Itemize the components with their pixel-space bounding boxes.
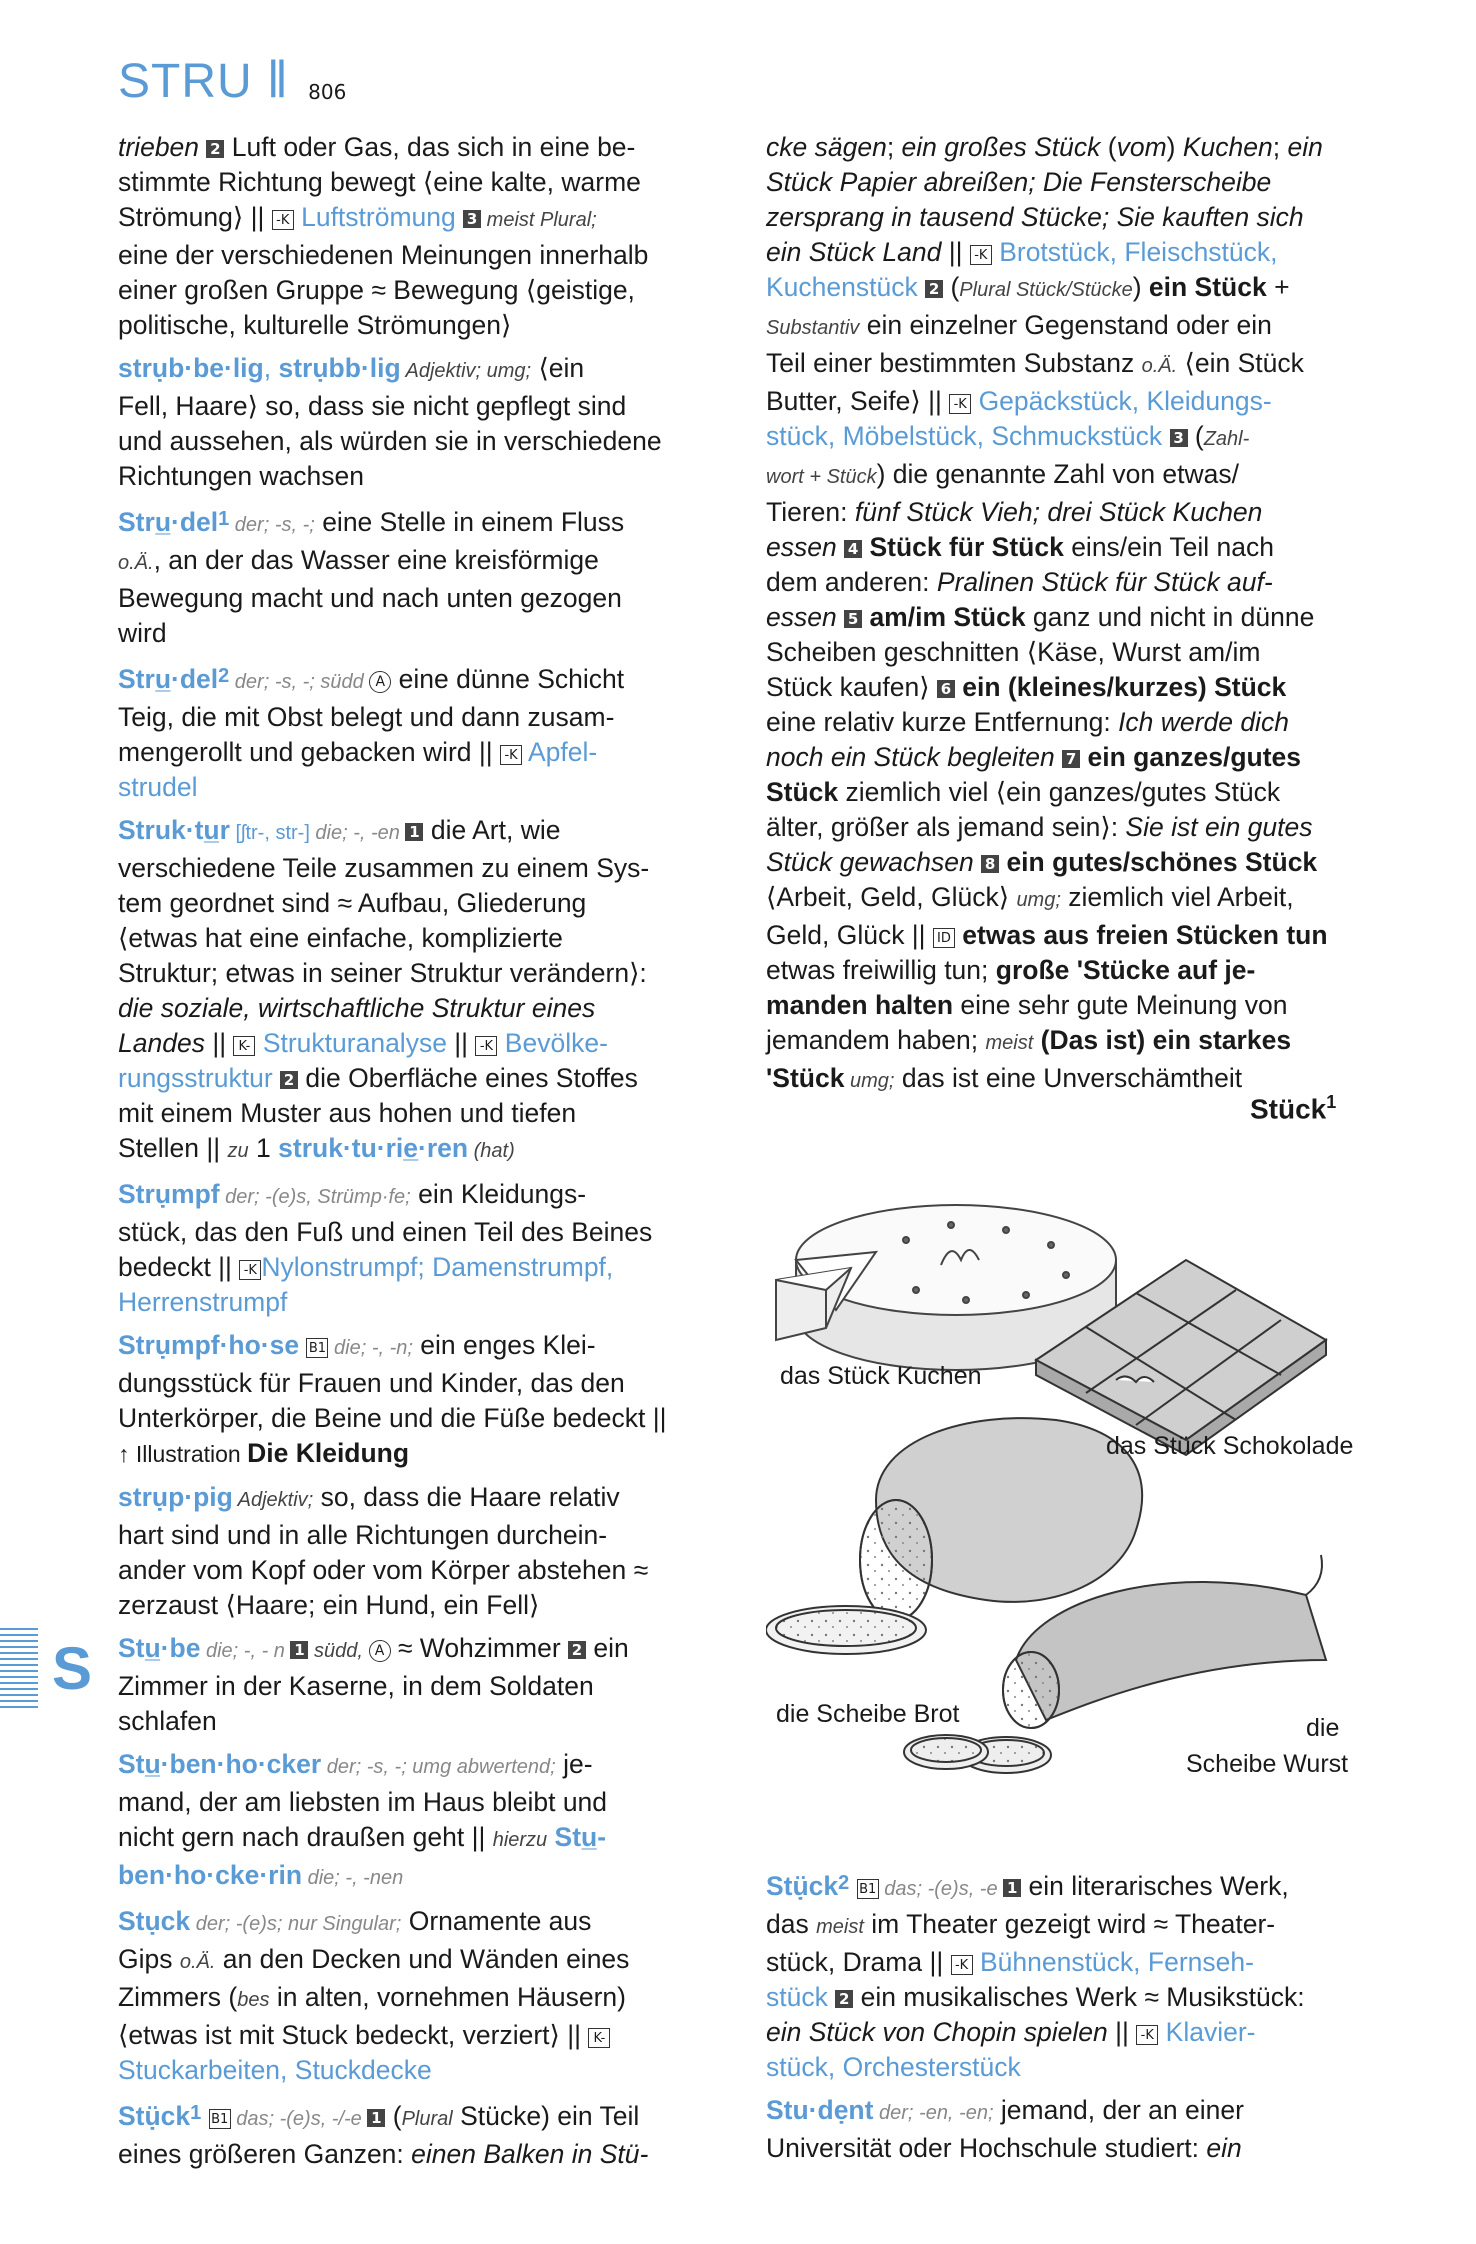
compound-suffix-icon: -K bbox=[970, 245, 992, 265]
sense-number: 4 bbox=[844, 540, 862, 558]
entry-stroemung-cont: trieben 2 Luft oder Gas, das sich in eine be- stimmte Richtung bewegt ⟨eine kalte, warme Strömung⟩ || -K Luftströmung 3 meist Plural; eine der verschiedenen Meinungen innerhalb einer großen Gruppe ≈ Bewegung ⟨geistige, politische, kulturelle Strömungen⟩ bbox=[118, 132, 649, 340]
compound-link: Nylonstrumpf; Damenstrumpf, bbox=[261, 1252, 614, 1282]
entry-strubbelig: strụb·be·lig, strụbb·lig Adjektiv; umg; ⟨ein Fell, Haare⟩ so, dass sie nicht gepflegt sind und aussehen, als würden sie in verschiedene Richtungen wachsen bbox=[118, 353, 662, 491]
compound-suffix-icon: -K bbox=[272, 210, 294, 230]
sense-number: 2 bbox=[925, 280, 943, 298]
compound-link: Bühnenstück, Fernseh- bbox=[972, 1947, 1254, 1977]
entry-headword: Stu·dẹnt bbox=[766, 2095, 874, 2125]
left-column bbox=[118, 130, 718, 2180]
entry-strumpf: Strụmpf der; -(e)s, Strümp·fe; ein Kleidungs- stück, das den Fuß und einen Teil des Beines bedeckt || -K Nylonstrumpf; Damenstrumpf, Herrenstrumpf bbox=[118, 1179, 653, 1317]
derived-headword: Stu̲- bbox=[547, 1822, 607, 1852]
compound-link: Brotstück, Fleischstück, bbox=[991, 237, 1278, 267]
entry-headword: Stru̲·del bbox=[118, 507, 219, 537]
entry-headword-variant: strụbb·lig bbox=[278, 353, 401, 383]
sense-number: 3 bbox=[1170, 429, 1188, 447]
sense-number: 5 bbox=[844, 610, 862, 628]
entry-strudel-1: Stru̲·del$^1$ der; -s, -; eine Stelle in einem Fluss o.Ä., an der das Wasser eine kreisförmige Bewegung macht und nach unten gezogen wird bbox=[118, 507, 625, 648]
right-column bbox=[766, 130, 1366, 1107]
compound-link: Apfel- bbox=[522, 737, 598, 767]
entry-headword: Strụmpf bbox=[118, 1179, 220, 1209]
entry-headword: Stru̲·del bbox=[118, 664, 219, 694]
entry-stuck: Stụck der; -(e)s; nur Singular; Ornamente aus Gips o.Ä. an den Decken und Wänden eines Zimmers (bes in alten, vornehmen Häusern) ⟨etwas ist mit Stuck bedeckt, verziert⟩ || K- Stuckarbeiten, Stuckdecke bbox=[118, 1904, 718, 2088]
entry-headword: strụb·be·lig bbox=[118, 353, 264, 383]
thumb-index-letter: S bbox=[52, 1635, 93, 1702]
caption-brot: die Scheibe Brot bbox=[776, 1700, 960, 1728]
compound-suffix-icon: -K bbox=[500, 745, 522, 765]
sense-number: 1 bbox=[367, 2109, 385, 2127]
level-badge: B1 bbox=[209, 2109, 231, 2129]
sense-number: 2 bbox=[280, 1071, 298, 1089]
cross-reference: struk·tu·rie̲·ren bbox=[278, 1133, 469, 1163]
entry-struktur: Struk·tu̲r [ʃtr-, str-] die; -, -en 1 die Art, wie verschiedene Teile zusammen zu einem Sys- tem geordnet sind ≈ Aufbau, Gliederung ⟨etwas hat eine einfache, komplizierte Struktur; etwas in seiner Struktur verändern⟩: die soziale, wirtschaftliche Struktur eines Landes || K- Strukturanalyse || -K Bevölke- rungsstruktur 2 die Oberfläche eines Stoffes mit einem Muster aus hohen und tiefen Stellen || zu 1 struk·tu·rie̲·ren (hat) bbox=[118, 815, 650, 1163]
compound-link: Klavier- bbox=[1158, 2017, 1256, 2047]
entry-headword: strụp·pig bbox=[118, 1482, 233, 1512]
entry-stueck-2: $Stụ̈ck^2$ B1 das; -(e)s, -e 1 ein literarisches Werk, das meist im Theater gezeigt wird ≈ Theater- stück, Drama || -K Bühnenstück, Fernseh- stück 2 ein musikalisches Werk ≈ Musikstück: ein Stück von Chopin spielen || -K Klavier- stück, Orchesterstück bbox=[766, 1871, 1305, 2082]
compound-prefix-icon: K- bbox=[233, 1036, 255, 1056]
compound-link: Gepäckstück, Kleidungs- bbox=[971, 386, 1272, 416]
sense-number: 2 bbox=[568, 1641, 586, 1659]
compound-link: Stuckarbeiten, Stuckdecke bbox=[118, 2055, 432, 2085]
entry-headword: Strụmpf·ho·se bbox=[118, 1330, 300, 1360]
illustration-stueck bbox=[766, 1140, 1376, 1780]
illustration-title: Stück$^1$ bbox=[1250, 1092, 1337, 1125]
entry-stube: Stu̲·be die; -, - n 1 südd, A ≈ Wohzimmer 2 ein Zimmer in der Kaserne, in dem Soldaten schlafen bbox=[118, 1633, 629, 1736]
compound-suffix-icon: -K bbox=[949, 394, 971, 414]
sense-number: 2 bbox=[206, 140, 224, 158]
entry-student: Stu·dẹnt der; -en, -en; jemand, der an einer Universität oder Hochschule studiert: ein bbox=[766, 2095, 1244, 2163]
entry-headword: Stụ̈ck bbox=[118, 2101, 191, 2131]
compound-link: Bevölke- bbox=[497, 1028, 608, 1058]
idiom-icon: ID bbox=[933, 928, 955, 948]
entry-headword: Struk·tu̲r bbox=[118, 815, 230, 845]
sense-number: 7 bbox=[1062, 750, 1080, 768]
caption-wurst-1: die bbox=[1306, 1714, 1340, 1742]
sense-number: 3 bbox=[463, 210, 481, 228]
running-headword: STRU bbox=[118, 55, 253, 108]
sense-number: 1 bbox=[1003, 1879, 1021, 1897]
sense-number: 1 bbox=[405, 823, 423, 841]
thumb-index-tab bbox=[0, 1628, 38, 1710]
level-badge: B1 bbox=[306, 1338, 328, 1358]
header-separator: ‖ bbox=[266, 51, 289, 109]
sense-number: 8 bbox=[981, 855, 999, 873]
caption-wurst-2: Scheibe Wurst bbox=[1186, 1750, 1349, 1778]
austria-icon: A bbox=[369, 1640, 391, 1662]
austria-icon: A bbox=[369, 671, 391, 693]
compound-prefix-icon: K- bbox=[588, 2028, 610, 2048]
compound-suffix-icon: -K bbox=[1136, 2025, 1158, 2045]
right-column-bottom bbox=[766, 1866, 1366, 2174]
caption-kuchen: das Stück Kuchen bbox=[780, 1362, 982, 1390]
compound-suffix-icon: -K bbox=[951, 1955, 973, 1975]
entry-stueck-1-cont: cke sägen; ein großes Stück (vom) Kuchen; ein Stück Papier abreißen; Die Fensterscheibe zersprang in tausend Stücke; Sie kauften sich ein Stück Land || -K Brotstück, Fleischstück, Kuchenstück 2 (Plural Stück/Stücke) ein Stück + Substantiv ein einzelner Gegenstand oder ein Teil einer bestimmten Substanz o.Ä. ⟨ein Stück Butter, Seife⟩ || -K Gepäckstück, Kleidungs- stück, Möbelstück, Schmuckstück 3 (Zahl- wort + Stück) die genannte Zahl von etwas/ Tieren: fünf Stück Vieh; drei Stück Kuchen essen 4 Stück für Stück eins/ein Teil nach dem anderen: Pralinen Stück für Stück auf- essen 5 am/im Stück ganz und nicht in dünne Scheiben geschnitten ⟨Käse, Wurst am/im Stück kaufen⟩ 6 ein (kleines/kurzes) Stück eine relativ kurze Entfernung: Ich werde dich noch ein Stück begleiten 7 ein ganzes/gutes Stück ziemlich viel ⟨ein ganzes/gutes Stück älter, größer als jemand sein⟩: Sie ist ein gutes Stück gewachsen 8 ein gutes/schönes Stück ⟨Arbeit, Geld, Glück⟩ umg; ziemlich viel Arbeit, Geld, Glück || ID etwas aus freien Stücken tun etwas freiwillig tun; große 'Stücke auf je- manden halten eine sehr gute Meinung von jemandem haben; meist (Das ist) ein starkes 'Stück umg; das ist eine Unverschämtheit bbox=[766, 132, 1328, 1093]
pronunciation: [ʃtr-, str-] bbox=[229, 822, 310, 844]
compound-suffix-icon: -K bbox=[475, 1036, 497, 1056]
illustration-reference: Die Kleidung bbox=[247, 1438, 410, 1468]
compound-suffix-icon: -K bbox=[239, 1260, 261, 1280]
compound-link: Strukturanalyse bbox=[255, 1028, 447, 1058]
page-header bbox=[118, 46, 347, 109]
entry-headword: Stu̲·ben·ho·cker bbox=[118, 1749, 322, 1779]
entry-strudel-2: Stru̲·del$^2$ der; -s, -; südd A eine dünne Schicht Teig, die mit Obst belegt und dann zusam- mengerollt und gebacken wird || -K Apfel- strudel bbox=[118, 664, 625, 802]
caption-schokolade: das Stück Schokolade bbox=[1106, 1432, 1354, 1460]
entry-headword: Stu̲·be bbox=[118, 1633, 201, 1663]
entry-headword: Stụ̈ck bbox=[766, 1871, 839, 1901]
entry-headword: Stụck bbox=[118, 1906, 191, 1936]
page-number: 806 bbox=[308, 80, 347, 104]
compound-link: Luftströmung bbox=[293, 202, 464, 232]
level-badge: B1 bbox=[857, 1879, 879, 1899]
entry-stubenhocker: Stu̲·ben·ho·cker der; -s, -; umg abwertend; je- mand, der am liebsten im Haus bleibt und nicht gern nach draußen geht || hierzu Stu̲- ben·ho·cke·rin die; -, -nen bbox=[118, 1749, 608, 1890]
sense-number: 6 bbox=[937, 680, 955, 698]
sense-number: 1 bbox=[290, 1641, 308, 1659]
sense-number: 2 bbox=[835, 1990, 853, 2008]
entry-strumpfhose: Strụmpf·ho·se B1 die; -, -n; ein enges Klei- dungsstück für Frauen und Kinder, das den Unterkörper, die Beine und die Füße bedeckt || ↑ Illustration Die Kleidung bbox=[118, 1330, 667, 1468]
entry-stueck-1: $Stụ̈ck^1$ B1 das; -(e)s, -/-e 1 (Plural Stücke) ein Teil eines größeren Ganzen: einen Balken in Stü- bbox=[118, 2101, 649, 2169]
entry-struppig: strụp·pig Adjektiv; so, dass die Haare relativ hart sind und in alle Richtungen durchein- ander vom Kopf oder vom Körper abstehen ≈ zerzaust ⟨Haare; ein Hund, ein Fell⟩ bbox=[118, 1482, 649, 1620]
